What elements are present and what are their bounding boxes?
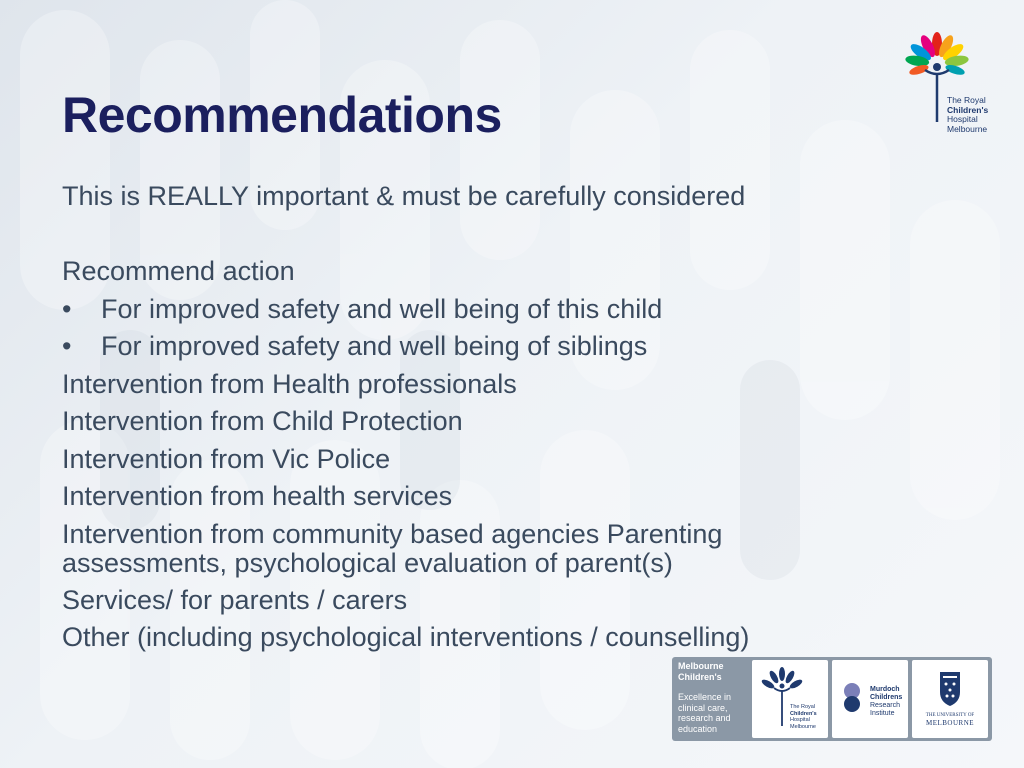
uom-line2: MELBOURNE xyxy=(925,719,975,727)
bullet-text: For improved safety and well being of this child xyxy=(101,293,663,324)
bullet-item xyxy=(62,291,902,329)
rch-partner-line1: The Royal xyxy=(790,704,816,710)
mcri-line3: Research xyxy=(870,702,900,709)
slide-body xyxy=(62,178,902,657)
bullet-item xyxy=(62,328,902,366)
body-line: Intervention from Health professionals xyxy=(62,368,517,399)
mcri-logo xyxy=(832,660,908,738)
rch-partner-line2: Children's xyxy=(790,710,817,717)
spacer xyxy=(62,216,902,254)
body-line: Intervention from Child Protection xyxy=(62,406,463,436)
partner-logos-bar xyxy=(672,657,992,741)
rch-logo-line2: Children's xyxy=(947,104,989,115)
rch-partner-logo xyxy=(752,660,828,738)
body-line: Intervention from community based agencies Parenting assessments, psychological evaluation of parent(s) xyxy=(62,518,723,578)
body-line: Recommend action xyxy=(62,256,295,286)
rch-partner-line4: Melbourne xyxy=(790,723,816,730)
mc-tagline-line2: clinical care, xyxy=(678,702,728,713)
rch-logo-line4: Melbourne xyxy=(947,123,988,134)
mc-tagline-line3: research and xyxy=(678,713,731,723)
slide-title: Recommendations xyxy=(62,87,502,143)
intro-line: This is REALLY important & must be carefully considered xyxy=(62,181,746,211)
uom-line1: THE UNIVERSITY OF xyxy=(925,713,975,718)
mc-name-line1: Melbourne xyxy=(678,661,724,671)
bullet-marker: • xyxy=(62,331,72,361)
mcri-line1: Murdoch xyxy=(870,686,900,693)
body-line: Intervention from Vic Police xyxy=(62,443,391,474)
mcri-circles-icon xyxy=(832,660,868,738)
bullet-text: For improved safety and well being of siblings xyxy=(101,331,648,361)
university-of-melbourne-logo xyxy=(912,660,988,738)
mc-tagline-line1: Excellence in xyxy=(678,692,732,702)
rch-partner-line3: Hospital xyxy=(790,717,810,723)
rch-logo-line1: The Royal xyxy=(947,95,986,105)
mcri-line2: Childrens xyxy=(870,694,903,701)
university-crest-icon xyxy=(912,660,988,712)
rch-logo-line3: Hospital xyxy=(947,114,978,124)
body-line: Intervention from health services xyxy=(62,481,453,511)
mc-name-line2: Children's xyxy=(678,671,722,682)
melbourne-childrens-logo xyxy=(678,661,750,737)
bullet-marker: • xyxy=(62,293,72,324)
mcri-line4: Institute xyxy=(870,710,895,717)
rch-logo xyxy=(893,30,997,140)
mc-tagline-line4: education xyxy=(678,723,718,734)
body-line: Services/ for parents / carers xyxy=(62,584,408,615)
body-line: Other (including psychological interventions / counselling) xyxy=(62,622,750,652)
